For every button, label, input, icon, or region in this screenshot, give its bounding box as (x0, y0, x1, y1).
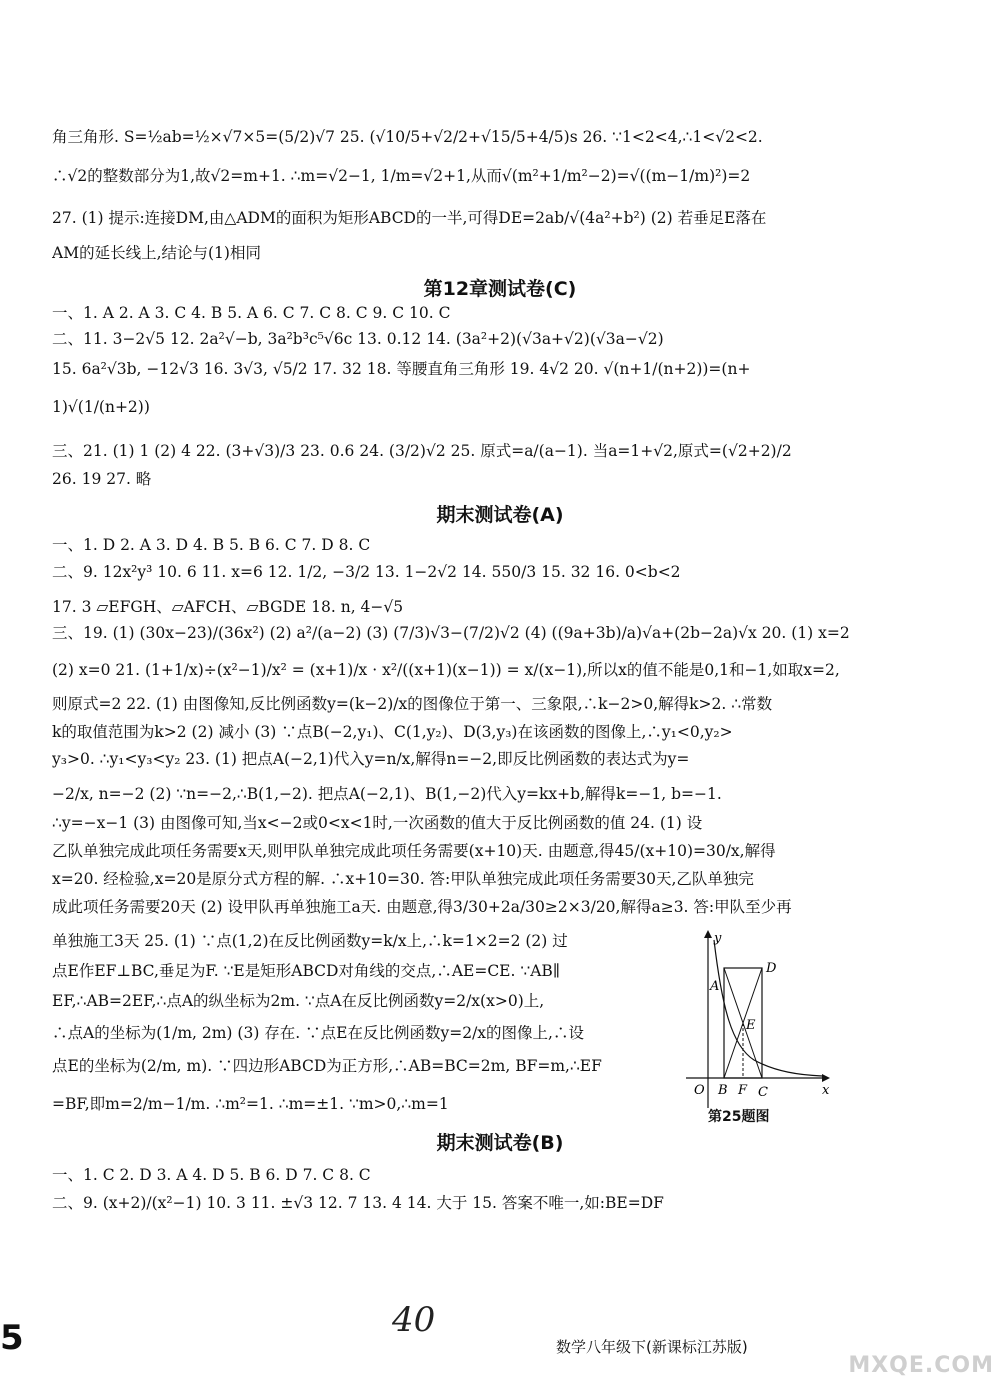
label-x: x (822, 1083, 830, 1098)
text-line: ∴√2的整数部分为1,故√2=m+1. ∴m=√2−1, 1/m=√2+1,从而√(m²+1/m²−2)=√((m−1/m)²)=2 (52, 167, 751, 185)
label-e: E (746, 1018, 756, 1033)
text-line: ∴y=−x−1 (3) 由图像可知,当x<−2或0<x<1时,一次函数的值大于反比例函数的值 24. (1) 设 (52, 814, 703, 832)
page-number: 5 (0, 1318, 24, 1358)
text-line: 三、21. (1) 1 (2) 4 22. (3+√3)/3 23. 0.6 24. (3/2)√2 25. 原式=a/(a−1). 当a=1+√2,原式=(√2+2)/2 (52, 442, 792, 460)
label-a: A (710, 979, 720, 994)
text-line: 点E的坐标为(2/m, m). ∵四边形ABCD为正方形,∴AB=BC=2m, BF=m,∴EF (52, 1057, 602, 1075)
text-line: 乙队单独完成此项任务需要x天,则甲队单独完成此项任务需要(x+10)天. 由题意,得45/(x+10)=30/x,解得 (52, 842, 776, 860)
text-line: 一、1. A 2. A 3. C 4. B 5. A 6. C 7. C 8. C 9. C 10. C (52, 304, 451, 322)
text-line: =BF,即m=2/m−1/m. ∴m²=1. ∴m=±1. ∵m>0,∴m=1 (52, 1095, 449, 1113)
text-line: k的取值范围为k>2 (2) 减小 (3) ∵点B(−2,y₁)、C(1,y₂)、D(3,y₃)在该函数的图像上,∴y₁<0,y₂> (52, 723, 733, 741)
text-line: 成此项任务需要20天 (2) 设甲队再单独施工a天. 由题意,得3/30+2a/30≥2×3/20,解得a≥3. 答:甲队至少再 (52, 898, 792, 916)
section-title: 期末测试卷(B) (436, 1132, 564, 1154)
label-b: B (718, 1083, 728, 1098)
text-line: y₃>0. ∴y₁<y₃<y₂ 23. (1) 把点A(−2,1)代入y=n/x,解得n=−2,即反比例函数的表达式为y= (52, 750, 690, 768)
text-line: ∴点A的坐标为(1/m, 2m) (3) 存在. ∵点E在反比例函数y=2/x的图像上,∴设 (52, 1024, 584, 1042)
text-line: 15. 6a²√3b, −12√3 16. 3√3, √5/2 17. 32 18. 等腰直角三角形 19. 4√2 20. √(n+1/(n+2))=(n+ (52, 360, 751, 378)
handwritten-note: 40 (392, 1300, 436, 1340)
figure-caption: 第25题图 (708, 1109, 770, 1125)
watermark: MXQE.COM (848, 1353, 994, 1378)
text-line: (2) x=0 21. (1+1/x)÷(x²−1)/x² = (x+1)/x · x²/((x+1)(x−1)) = x/(x−1),所以x的值不能是0,1和−1,如取x=2, (52, 661, 840, 679)
section-title: 期末测试卷(A) (436, 504, 564, 526)
label-y: y (714, 931, 722, 946)
text-line: 27. (1) 提示:连接DM,由△ADM的面积为矩形ABCD的一半,可得DE=2ab/√(4a²+b²) (2) 若垂足E落在 (52, 209, 767, 227)
text-line: AM的延长线上,结论与(1)相同 (52, 244, 261, 262)
x-axis-arrow (822, 1074, 830, 1082)
label-c: C (758, 1085, 768, 1100)
section-title: 第12章测试卷(C) (423, 278, 577, 300)
book-title: 数学八年级下(新课标江苏版) (556, 1338, 748, 1356)
label-o: O (694, 1083, 705, 1098)
text-line: 一、1. C 2. D 3. A 4. D 5. B 6. D 7. C 8. C (52, 1166, 371, 1184)
problem-25-figure (672, 928, 840, 1118)
text-line: 单独施工3天 25. (1) ∵点(1,2)在反比例函数y=k/x上,∴k=1×2=2 (2) 过 (52, 932, 568, 950)
text-line: 一、1. D 2. A 3. D 4. B 5. B 6. C 7. D 8. C (52, 536, 371, 554)
label-d: D (766, 961, 777, 976)
y-axis-arrow (704, 930, 712, 938)
text-line: 点E作EF⊥BC,垂足为F. ∵E是矩形ABCD对角线的交点,∴AE=CE. ∵AB∥ (52, 962, 560, 980)
text-line: x=20. 经检验,x=20是原分式方程的解. ∴x+10=30. 答:甲队单独完成此项任务需要30天,乙队单独完 (52, 870, 754, 888)
text-line: 角三角形. S=½ab=½×√7×5=(5/2)√7 25. (√10/5+√2/2+√15/5+4/5)s 26. ∵1<2<4,∴1<√2<2. (52, 128, 763, 146)
text-line: 17. 3 ▱EFGH、▱AFCH、▱BGDE 18. n, 4−√5 (52, 598, 404, 616)
text-line: 26. 19 27. 略 (52, 470, 152, 488)
text-line: 1)√(1/(n+2)) (52, 398, 150, 416)
text-line: 二、9. (x+2)/(x²−1) 10. 3 11. ±√3 12. 7 13. 4 14. 大于 15. 答案不唯一,如:BE=DF (52, 1194, 664, 1212)
text-line: 二、9. 12x²y³ 10. 6 11. x=6 12. 1/2, −3/2 13. 1−2√2 14. 550/3 15. 32 16. 0<b<2 (52, 563, 681, 581)
text-line: 则原式=2 22. (1) 由图像知,反比例函数y=(k−2)/x的图像位于第一、三象限,∴k−2>0,解得k>2. ∴常数 (52, 695, 773, 713)
text-line: −2/x, n=−2 (2) ∵n=−2,∴B(1,−2). 把点A(−2,1)、B(1,−2)代入y=kx+b,解得k=−1, b=−1. (52, 785, 722, 803)
text-line: 二、11. 3−2√5 12. 2a²√−b, 3a²b³c⁵√6c 13. 0.12 14. (3a²+2)(√3a+√2)(√3a−√2) (52, 330, 664, 348)
label-f: F (738, 1083, 748, 1098)
text-line: EF,∴AB=2EF,∴点A的纵坐标为2m. ∵点A在反比例函数y=2/x(x>0)上, (52, 992, 545, 1010)
text-line: 三、19. (1) (30x−23)/(36x²) (2) a²/(a−2) (3) (7/3)√3−(7/2)√2 (4) ((9a+3b)/a)√a+(2b−2a)√x 20. (1) x=2 (52, 624, 850, 642)
